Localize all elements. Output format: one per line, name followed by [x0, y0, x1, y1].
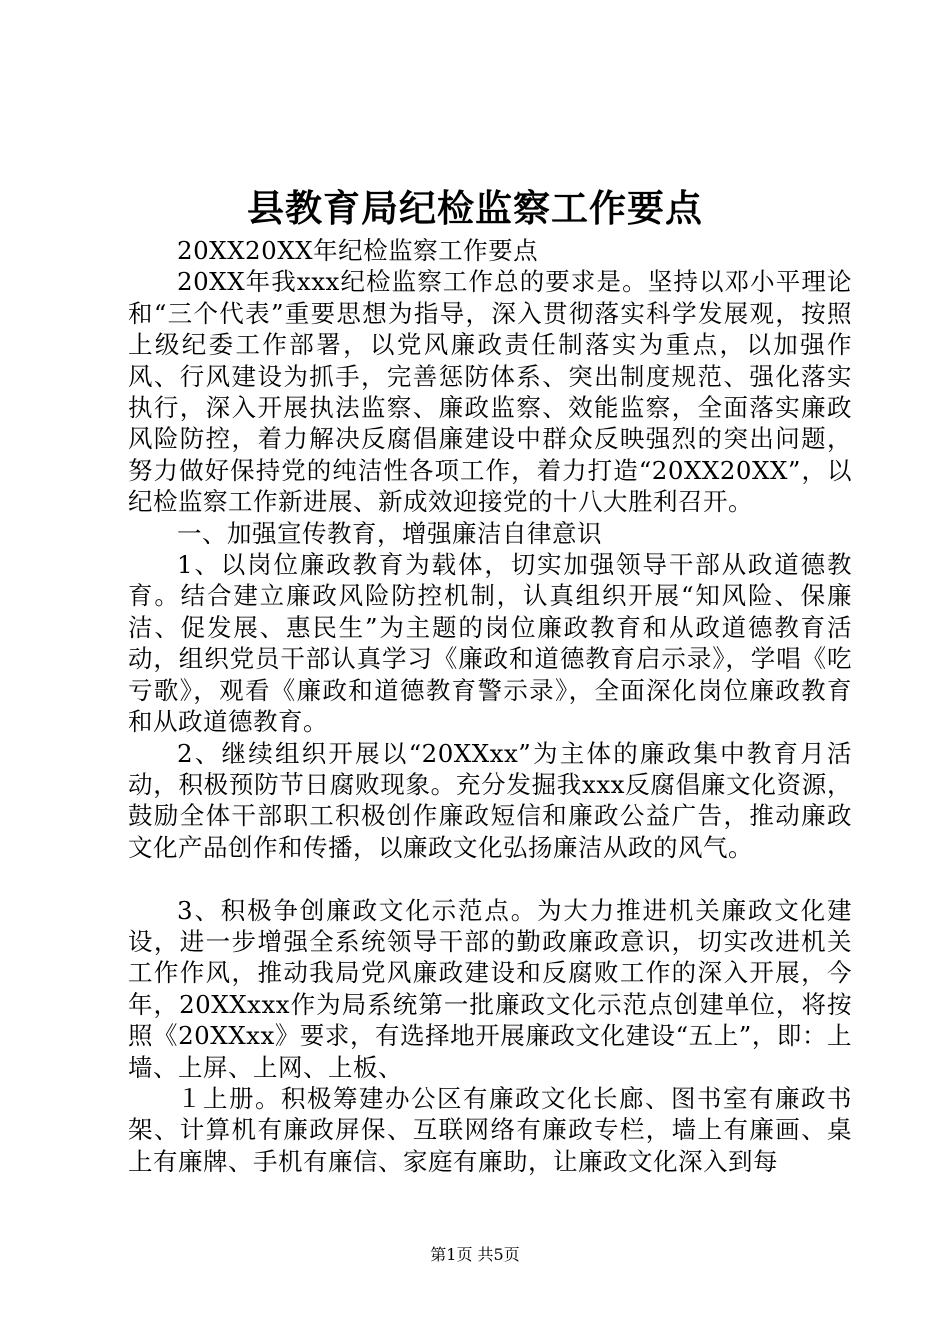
- section-heading-1: 一、加强宣传教育，增强廉洁自律意识: [177, 518, 602, 548]
- paragraph-item-1: 1、以岗位廉政教育为载体，切实加强领导干部从政道德教育。结合建立廉政风险防控机制，认真组织开展“知风险、保廉洁、促发展、惠民生”为主题的岗位廉政教育和从政道德教育活动，组织党员干部认真学习《廉政和道德教育启示录》，学唱《吃亏歌》，观看《廉政和道德教育警示录》，全面深化岗位廉政教育和从政道德教育。: [128, 550, 852, 737]
- page-number-footer: 第1页 共5页: [430, 1245, 520, 1264]
- paragraph-subtitle: 20XX20XX年纪检监察工作要点: [177, 236, 539, 265]
- document-body: [128, 235, 852, 1177]
- paragraph-item-2: 2、继续组织开展以“20XXxx”为主体的廉政集中教育月活动，积极预防节日腐败现象。充分发掘我xxx反腐倡廉文化资源，鼓励全体干部职工积极创作廉政短信和廉政公益广告，推动廉政文化产品创作和传播，以廉政文化弘扬廉洁从政的风气。: [128, 738, 852, 862]
- paragraph-intro: 20XX年我xxx纪检监察工作总的要求是。坚持以邓小平理论和“三个代表”重要思想为指导，深入贯彻落实科学发展观，按照上级纪委工作部署，以党风廉政责任制落实为重点，以加强作风、行风建设为抓手，完善惩防体系、突出制度规范、强化落实执行，深入开展执法监察、廉政监察、效能监察，全面落实廉政风险防控，着力解决反腐倡廉建设中群众反映强烈的突出问题，努力做好保持党的纯洁性各项工作，着力打造“20XX20XX”，以纪检监察工作新进展、新成效迎接党的十八大胜利召开。: [128, 267, 852, 517]
- paragraph-item-3: 3、积极争创廉政文化示范点。为大力推进机关廉政文化建设，进一步增强全系统领导干部的勤政廉政意识，切实改进机关工作作风，推动我局党风廉政建设和反腐败工作的深入开展，今年，20XXxxx作为局系统第一批廉政文化示范点创建单位，将按照《20XXxx》要求，有选择地开展廉政文化建设“五上”，即：上墙、上屏、上网、上板、: [128, 895, 852, 1082]
- document-title: 县教育局纪检监察工作要点: [247, 186, 703, 230]
- paragraph-item-3-continued: １上册。积极筹建办公区有廉政文化长廊、图书室有廉政书架、计算机有廉政屏保、互联网络有廉政专栏，墙上有廉画、桌上有廉牌、手机有廉信、家庭有廉助，让廉政文化深入到每: [128, 1083, 852, 1176]
